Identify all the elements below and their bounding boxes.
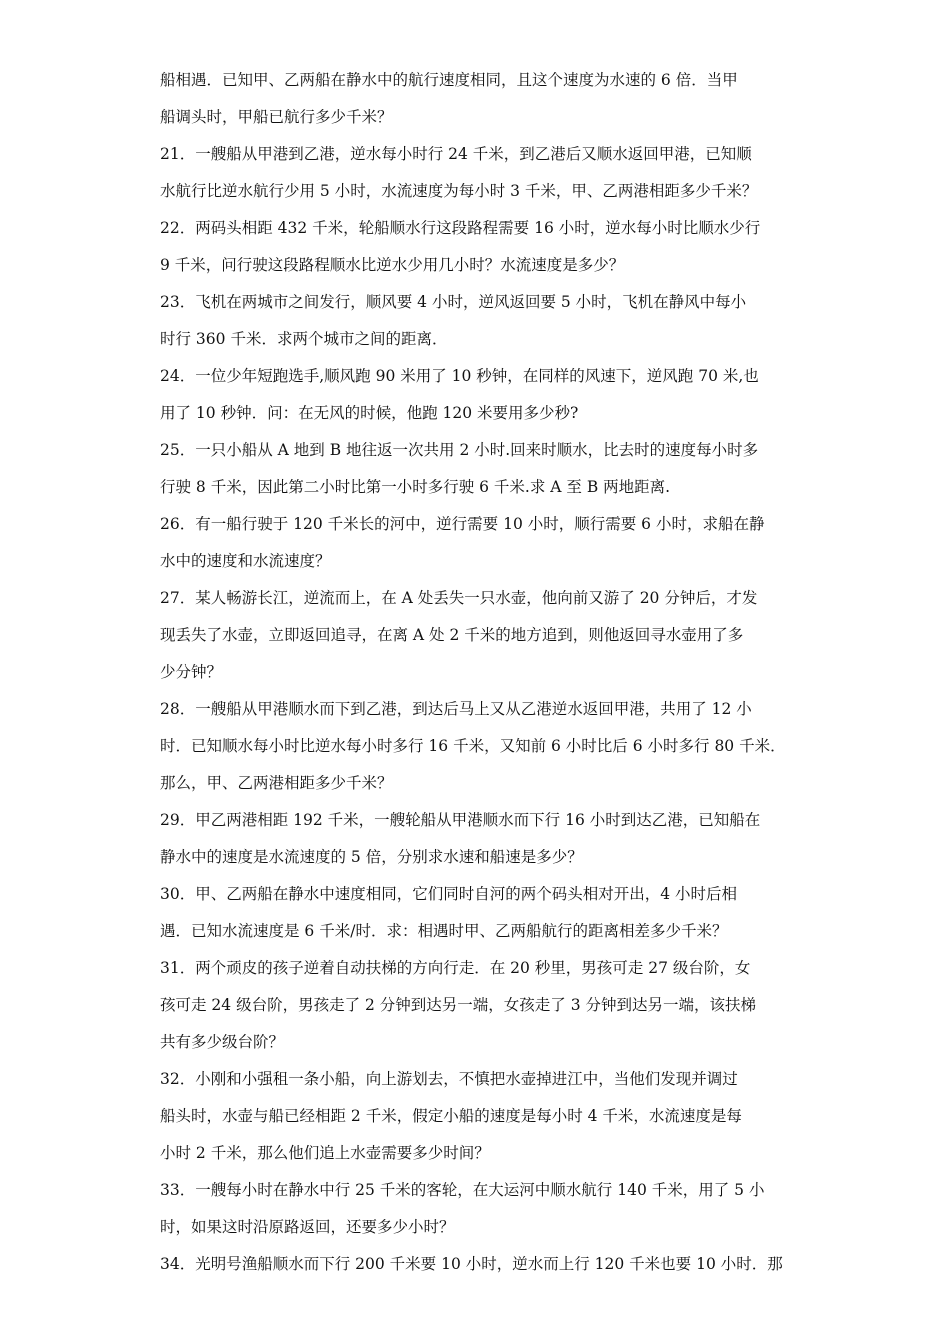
text-line: 31．两个顽皮的孩子逆着自动扶梯的方向行走．在 20 秒里，男孩可走 27 级台阶，女 (160, 959, 751, 977)
text-line: 少分钟？ (160, 663, 223, 681)
text-line: 共有多少级台阶？ (160, 1033, 285, 1051)
text-line: 26．有一船行驶于 120 千米长的河中，逆行需要 10 小时，顺行需要 6 小时，求船在静 (160, 515, 765, 533)
text-line: 23．飞机在两城市之间发行，顺风要 4 小时，逆风返回要 5 小时，飞机在静风中每小 (160, 293, 747, 311)
text-line: 静水中的速度是水流速度的 5 倍，分别求水速和船速是多少？ (160, 848, 583, 866)
text-line: 那么，甲、乙两港相距多少千米？ (160, 774, 393, 792)
text-line: 30．甲、乙两船在静水中速度相同，它们同时自河的两个码头相对开出，4 小时后相 (160, 885, 738, 903)
text-line: 现丢失了水壶，立即返回追寻，在离 A 处 2 千米的地方追到，则他返回寻水壶用了多 (160, 626, 744, 644)
text-line: 33．一艘每小时在静水中行 25 千米的客轮，在大运河中顺水航行 140 千米，用了 5 小 (160, 1181, 765, 1199)
text-line: 28．一艘船从甲港顺水而下到乙港，到达后马上又从乙港逆水返回甲港，共用了 12 小 (160, 700, 752, 718)
text-line: 孩可走 24 级台阶，男孩走了 2 分钟到达另一端，女孩走了 3 分钟到达另一端，该扶梯 (160, 996, 757, 1014)
text-line: 24．一位少年短跑选手,顺风跑 90 米用了 10 秒钟，在同样的风速下，逆风跑 70 米,也 (160, 367, 759, 385)
text-line: 船相遇．已知甲、乙两船在静水中的航行速度相同，且这个速度为水速的 6 倍．当甲 (160, 71, 738, 89)
problem-text (160, 70, 800, 1291)
text-line: 水航行比逆水航行少用 5 小时，水流速度为每小时 3 千米，甲、乙两港相距多少千米？ (160, 182, 758, 200)
text-line: 34．光明号渔船顺水而下行 200 千米要 10 小时，逆水而上行 120 千米也要 10 小时．那 (160, 1255, 783, 1273)
text-line: 水中的速度和水流速度？ (160, 552, 331, 570)
text-line: 小时 2 千米，那么他们追上水壶需要多少时间？ (160, 1144, 490, 1162)
text-line: 船调头时，甲船已航行多少千米？ (160, 108, 393, 126)
text-line: 船头时，水壶与船已经相距 2 千米，假定小船的速度是每小时 4 千米，水流速度是每 (160, 1107, 742, 1125)
text-line: 25．一只小船从 A 地到 B 地往返一次共用 2 小时.回来时顺水，比去时的速度每小时多 (160, 441, 759, 459)
text-line: 时．已知顺水每小时比逆水每小时多行 16 千米，又知前 6 小时比后 6 小时多行 80 千米． (160, 737, 786, 755)
text-line: 29．甲乙两港相距 192 千米，一艘轮船从甲港顺水而下行 16 小时到达乙港，已知船在 (160, 811, 761, 829)
text-line: 9 千米，问行驶这段路程顺水比逆水少用几小时？水流速度是多少？ (160, 256, 625, 274)
text-line: 32．小刚和小强租一条小船，向上游划去，不慎把水壶掉进江中，当他们发现并调过 (160, 1070, 738, 1088)
text-line: 时行 360 千米．求两个城市之间的距离． (160, 330, 448, 348)
text-line: 时，如果这时沿原路返回，还要多少小时？ (160, 1218, 455, 1236)
text-line: 行驶 8 千米，因此第二小时比第一小时多行驶 6 千米.求 A 至 B 两地距离. (160, 478, 671, 496)
text-line: 用了 10 秒钟．问：在无风的时候，他跑 120 米要用多少秒? (160, 404, 579, 422)
text-line: 遇．已知水流速度是 6 千米/时．求：相遇时甲、乙两船航行的距离相差多少千米？ (160, 922, 728, 940)
text-line: 21．一艘船从甲港到乙港，逆水每小时行 24 千米，到乙港后又顺水返回甲港，已知顺 (160, 145, 752, 163)
text-line: 27．某人畅游长江，逆流而上，在 A 处丢失一只水壶，他向前又游了 20 分钟后，才发 (160, 589, 758, 607)
text-line: 22．两码头相距 432 千米，轮船顺水行这段路程需要 16 小时，逆水每小时比顺水少行 (160, 219, 761, 237)
